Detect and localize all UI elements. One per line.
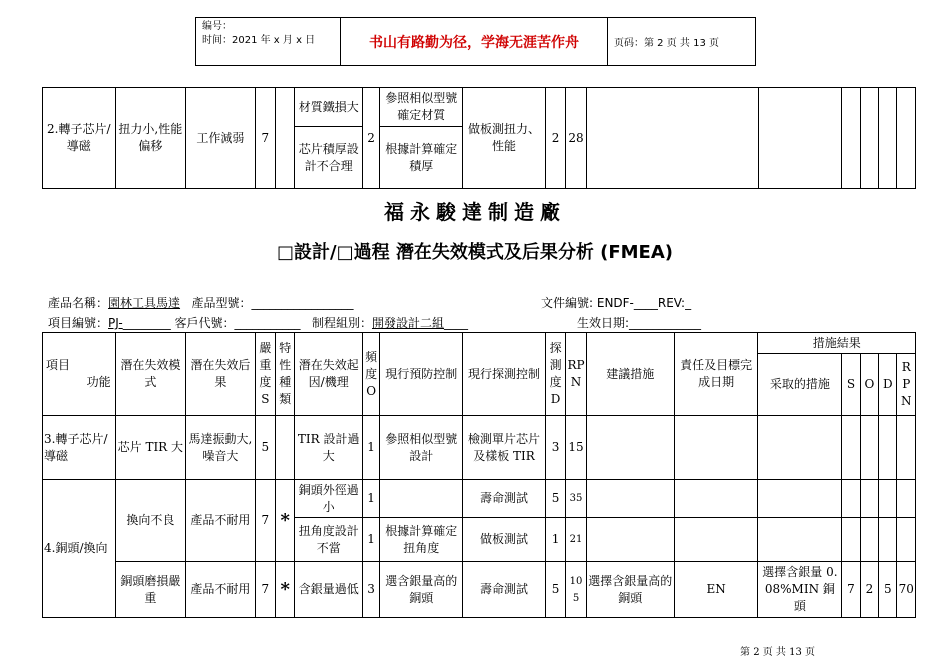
- document-title: □設計/□過程 潛在失效模式及后果分析 (FMEA): [276, 242, 673, 263]
- cell-ro: [860, 88, 878, 189]
- cell-d: 3: [545, 416, 565, 480]
- cell-ro: [860, 518, 878, 562]
- col-ro: O: [860, 354, 878, 416]
- cell-rs: [842, 416, 860, 480]
- header-row: [43, 333, 916, 354]
- cell-o: 1: [362, 480, 379, 518]
- cell-d: 2: [545, 88, 565, 189]
- col-class: 特性種類: [276, 333, 295, 416]
- table-row: [43, 416, 916, 480]
- cell-o: 3: [362, 562, 379, 618]
- cell-detect: 壽命測試: [463, 480, 546, 518]
- cell-class: *: [276, 480, 295, 562]
- cell-prevent: 根據計算確定扭角度: [380, 518, 463, 562]
- cell-s: 5: [255, 416, 275, 480]
- cell-taken: 選擇含銀量 0.08%MIN 銅頭: [758, 562, 842, 618]
- cell-rd: 5: [879, 562, 897, 618]
- project-value: PJ-: [108, 316, 123, 330]
- col-taken: 采取的措施: [758, 354, 842, 416]
- cell-rpn: 15: [566, 416, 586, 480]
- cell-rd: [879, 416, 897, 480]
- cell-rs: [842, 480, 860, 518]
- col-item-label: 項目: [46, 358, 71, 372]
- info-line-2: 項目編號：PJ-________ 客戶代號：___________ 制程組別：開發設計二組____: [48, 316, 469, 330]
- cell-rrpn: [897, 480, 916, 518]
- col-rd: D: [879, 354, 897, 416]
- time-label: 时间：2021 年 x 月 x 日: [202, 35, 316, 46]
- cell-rd: [879, 88, 897, 189]
- customer-label: 客戶代號：: [174, 316, 235, 330]
- cell-item: 4.銅頭/換向: [43, 480, 116, 618]
- cell-effect: 產品不耐用: [186, 562, 256, 618]
- cell-rs: [842, 88, 860, 189]
- factory-title: 福永駿達制造廠: [384, 200, 566, 224]
- code-label: 编号：: [202, 21, 232, 32]
- info-line-1: [48, 294, 354, 311]
- cell-d: 5: [545, 562, 565, 618]
- cell-prevent: [380, 480, 463, 518]
- col-resp: 責任及目標完成日期: [674, 333, 758, 416]
- cell-resp: [674, 416, 758, 480]
- col-mode: 潛在失效模式: [115, 333, 186, 416]
- col-s: 嚴重度S: [255, 333, 275, 416]
- cell-prevent: 根據計算確定積厚: [380, 127, 463, 189]
- page-footer: 第 2 页 共 13 页: [740, 647, 815, 658]
- cell-prevent: 參照相似型號確定材質: [380, 88, 463, 127]
- cell-s: 7: [255, 88, 275, 189]
- cell-rrpn: [897, 88, 916, 189]
- col-rpn: RPN: [566, 333, 586, 416]
- page-header: [195, 17, 756, 66]
- product-name-value: 園林工具馬達: [108, 296, 181, 310]
- cell-mode: 扭力小,性能偏移: [115, 88, 186, 189]
- cell-taken: [758, 480, 842, 518]
- col-detect: 現行探測控制: [463, 333, 546, 416]
- col-results: 措施結果: [758, 333, 916, 354]
- cell-o: 2: [362, 88, 379, 189]
- cell-class: *: [276, 562, 295, 618]
- cell-mode: 換向不良: [115, 480, 186, 562]
- header-meta: [196, 18, 341, 65]
- cell-rs: [842, 518, 860, 562]
- cell-cause: 銅頭外徑過小: [295, 480, 362, 518]
- cell-rd: [879, 518, 897, 562]
- cell-effect: 馬達振動大,噪音大: [186, 416, 256, 480]
- cell-item: 3.轉子芯片/導磁: [43, 416, 116, 480]
- col-rrpn: RPN: [897, 354, 916, 416]
- cell-detect: 壽命測試: [463, 562, 546, 618]
- cell-resp: EN: [674, 562, 758, 618]
- product-name-label: 產品名稱：: [48, 296, 109, 310]
- cell-cause: 材質鐵損大: [295, 88, 362, 127]
- cell-rpn: 28: [566, 88, 586, 189]
- col-item: [43, 333, 116, 416]
- cell-rs: 7: [842, 562, 860, 618]
- motto: 书山有路勤为径，学海无涯苦作舟: [341, 18, 608, 65]
- col-o: 頻度O: [362, 333, 379, 416]
- cell-action: 選擇含銀量高的銅頭: [586, 562, 674, 618]
- cell-action: [586, 518, 674, 562]
- cell-class: [276, 416, 295, 480]
- cell-rrpn: 70: [897, 562, 916, 618]
- cell-rrpn: [897, 518, 916, 562]
- cell-class: [276, 88, 295, 189]
- col-action: 建議措施: [586, 333, 674, 416]
- cell-ro: 2: [860, 562, 878, 618]
- cell-ro: [860, 480, 878, 518]
- effective-date: 生效日期:____________: [577, 316, 702, 330]
- table-row: [43, 562, 916, 618]
- cell-ro: [860, 416, 878, 480]
- cell-rd: [879, 480, 897, 518]
- table-row: [43, 88, 916, 127]
- cell-detect: 檢測單片芯片及樣板 TIR: [463, 416, 546, 480]
- table-row: [43, 480, 916, 518]
- model-label: 產品型號：: [191, 296, 252, 310]
- cell-resp: [674, 518, 758, 562]
- cell-mode: 芯片 TIR 大: [115, 416, 186, 480]
- cell-resp: [674, 480, 758, 518]
- page-info: 页码：第 2 页 共 13 页: [614, 38, 719, 49]
- col-rs: S: [842, 354, 860, 416]
- fmea-table: [42, 332, 916, 618]
- cell-detect: 做板測扭力、性能: [463, 88, 546, 189]
- cell-action: [586, 480, 674, 518]
- team-label: 制程組別：: [312, 316, 373, 330]
- col-function-label: 功能: [86, 375, 111, 389]
- cell-rpn: 35: [566, 480, 586, 518]
- cell-taken: [758, 416, 842, 480]
- cell-taken: [758, 518, 842, 562]
- cell-action: [586, 88, 758, 189]
- col-prevent: 現行預防控制: [380, 333, 463, 416]
- file-number: 文件編號: ENDF-____REV:_: [541, 296, 692, 310]
- project-label: 項目編號：: [48, 316, 109, 330]
- cell-prevent: 參照相似型號設計: [380, 416, 463, 480]
- cell-mode: 銅頭磨損嚴重: [115, 562, 186, 618]
- continued-table: [42, 87, 916, 189]
- cell-item: 2.轉子芯片/導磁: [43, 88, 116, 189]
- cell-rpn: 21: [566, 518, 586, 562]
- cell-prevent: 選含銀量高的銅頭: [380, 562, 463, 618]
- cell-cause: 扭角度設計不當: [295, 518, 362, 562]
- cell-rrpn: [897, 416, 916, 480]
- cell-effect: 產品不耐用: [186, 480, 256, 562]
- customer-value: ___________: [234, 316, 301, 330]
- cell-d: 1: [545, 518, 565, 562]
- cell-taken: [758, 88, 842, 189]
- cell-effect: 工作減弱: [186, 88, 256, 189]
- cell-detect: 做板測試: [463, 518, 546, 562]
- cell-s: 7: [255, 562, 275, 618]
- cell-rpn: 105: [566, 562, 586, 618]
- col-effect: 潛在失效后果: [186, 333, 256, 416]
- cell-o: 1: [362, 416, 379, 480]
- cell-d: 5: [545, 480, 565, 518]
- team-value: 開發設計二組: [372, 316, 445, 330]
- cell-o: 1: [362, 518, 379, 562]
- model-value: _________________: [251, 296, 354, 310]
- col-cause: 潛在失效起因/機理: [295, 333, 362, 416]
- col-d: 探測度D: [545, 333, 565, 416]
- cell-cause: 芯片積厚設計不合理: [295, 127, 362, 189]
- cell-cause: 含銀量過低: [295, 562, 362, 618]
- cell-cause: TIR 設計過大: [295, 416, 362, 480]
- cell-s: 7: [255, 480, 275, 562]
- cell-action: [586, 416, 674, 480]
